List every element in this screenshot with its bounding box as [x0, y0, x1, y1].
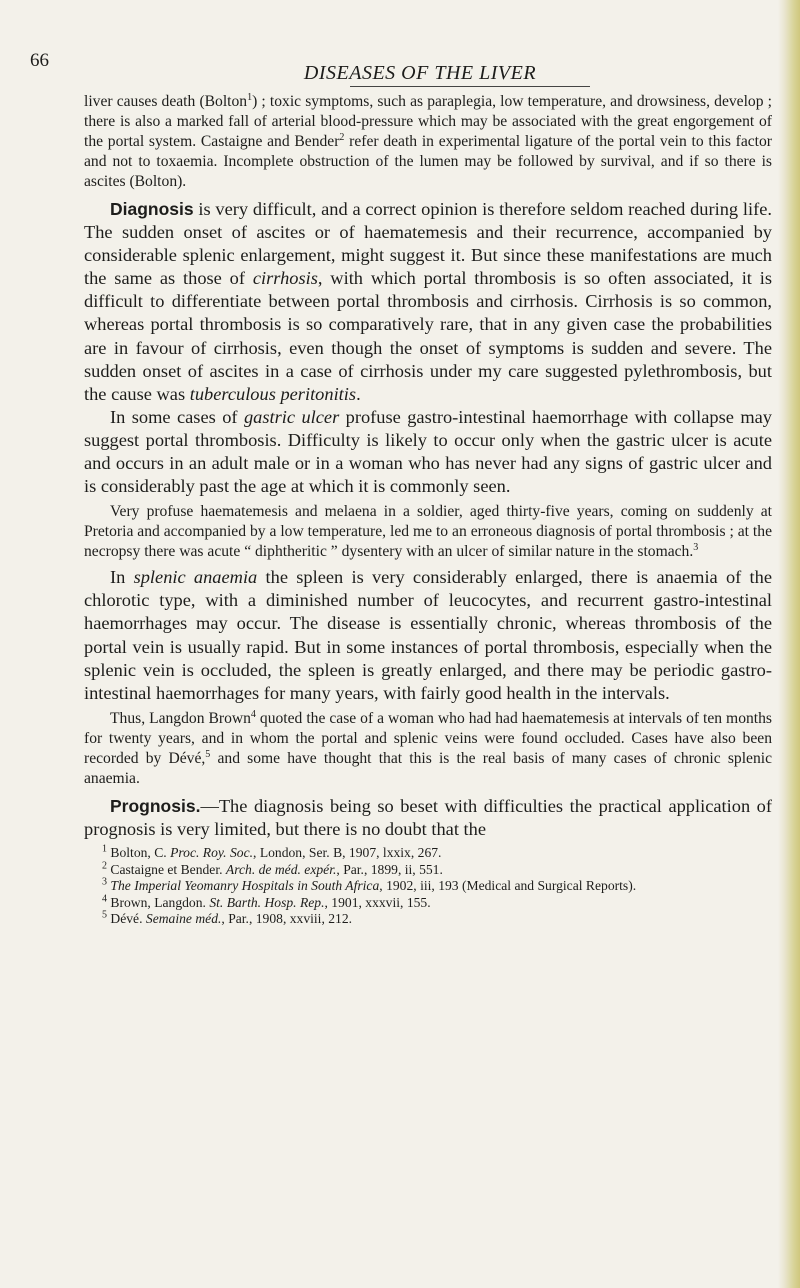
section-heading-diagnosis: Diagnosis: [110, 199, 194, 219]
paragraph-langdon-brown: [84, 709, 772, 789]
italic-term: splenic anaemia: [133, 567, 258, 588]
text: , Par., 1899, ii, 551.: [336, 861, 443, 877]
footnote-ref-2: 2: [339, 131, 345, 143]
paragraph-splenic-anaemia: [84, 566, 772, 705]
page-body: [84, 92, 772, 928]
footnote-3: [84, 878, 772, 895]
footnote-ref-3: 3: [693, 542, 699, 554]
footnote-number: 5: [102, 909, 107, 921]
footnote-4: [84, 895, 772, 912]
text: Brown, Langdon.: [107, 894, 210, 910]
footnote-ref-1: 1: [247, 91, 253, 103]
text: , London, Ser. B, 1907, lxxix, 267.: [253, 844, 442, 860]
text: refer death in experimental ligature of the portal vein to this factor and not to toxaemia. Incomplete obstruction of the lumen may be followed by survival, and if so there is ascites (Bolton).: [84, 133, 773, 190]
journal-title: Proc. Roy. Soc.: [170, 844, 254, 860]
text: , Par., 1908, xxviii, 212.: [221, 911, 353, 927]
text: Castaigne et Bender.: [107, 861, 226, 877]
text: Very profuse haematemesis and melaena in a soldier, aged thirty-five years, coming on suddenly at Pretoria and accompanied by a low temperature, led me to an erroneous diagnosis of portal thrombosis ; at the necropsy there was acute “ diphtheritic ” dysentery with an ulcer of similar nature in the stomach.: [84, 503, 772, 561]
footnote-ref-4: 4: [250, 708, 256, 720]
italic-term: tuberculous peritonitis: [189, 383, 357, 404]
text: , with which portal thrombosis is so often associated, it is difficult to differentiate between portal thrombosis and cirrhosis. Cirrhosis is so common, whereas portal thrombosis is so comparatively rare, that in any given case the probabilities are in favour of cirrhosis, even though the onset of symptoms is sudden and severe. The sudden onset of ascites in a case of cirrhosis under my care suggested pylethrombosis, but the cause was: [84, 268, 773, 404]
footnotes: [84, 845, 772, 928]
text: Thus, Langdon Brown: [110, 709, 251, 727]
text: is very difficult, and a correct opinion is therefore seldom reached during life. The sudden onset of ascites or of haematemesis and their recurrence, accompanied by considerable splenic enlargement, might suggest it. But since these manifestations are much the same as those of: [84, 199, 772, 289]
text: In: [110, 567, 134, 588]
footnote-1: [84, 845, 772, 862]
journal-title: The Imperial Yeomanry Hospitals in South Africa: [110, 878, 380, 894]
text: and some have thought that this is the real basis of many cases of chronic splenic anaemia.: [84, 749, 773, 787]
text: , 1902, iii, 193 (Medical and Surgical Reports).: [379, 878, 637, 894]
footnote-number: 2: [102, 860, 107, 872]
italic-term: gastric ulcer: [243, 406, 340, 427]
text: quoted the case of a woman who had had haematemesis at intervals of ten months for twenty years, and in whom the portal and splenic veins were found occluded. Cases have also been recorded by Dévé,: [84, 709, 772, 767]
text: profuse gastro-intestinal haemorrhage with collapse may suggest portal thrombosis. Difficulty is likely to occur only when the gastric ulcer is acute and occurs in an adult male or in a woman who has never had any signs of gastric ulcer and is considerably past the age at which it is commonly seen.: [84, 406, 772, 497]
page-edge-shadow: [778, 0, 800, 1288]
page-number: 66: [30, 50, 49, 71]
page-header: [20, 50, 780, 90]
paragraph-prognosis: [84, 795, 772, 841]
footnote-ref-5: 5: [205, 748, 211, 760]
paragraph-diagnosis: [84, 198, 772, 406]
footnote-number: 3: [102, 876, 107, 888]
footnote-number: 1: [102, 843, 107, 855]
journal-title: Semaine méd.: [145, 911, 222, 927]
text: liver causes death (Bolton: [84, 93, 248, 110]
footnote-2: [84, 862, 772, 879]
header-rule: [350, 86, 590, 87]
paragraph-case-pretoria: [84, 502, 772, 562]
text: —The diagnosis being so beset with difficulties the practical application of prognosis is very limited, but there is no doubt that the: [84, 795, 772, 839]
journal-title: Arch. de méd. expér.: [225, 861, 337, 877]
text: Dévé.: [107, 911, 146, 927]
paragraph-gastric-ulcer: [84, 406, 772, 498]
text: , 1901, xxxvii, 155.: [324, 894, 431, 910]
journal-title: St. Barth. Hosp. Rep.: [209, 894, 325, 910]
italic-term: cirrhosis: [252, 268, 318, 289]
text: the spleen is very considerably enlarged, there is anaemia of the chlorotic type, with a diminished number of leucocytes, and recurrent gastro-intestinal haemorrhages may occur. The disease is essentially chronic, whereas thrombosis of the portal vein is usually rapid. But in some instances of portal thrombosis, especially when the splenic vein is occluded, the spleen is greatly enlarged, and there may be periodic gastro-intestinal haemorrhages for many years, with fairly good health in the intervals.: [84, 567, 773, 703]
text: In some cases of: [110, 406, 244, 427]
footnote-number: 4: [102, 893, 107, 905]
running-title: DISEASES OF THE LIVER: [303, 62, 537, 84]
paragraph-toxic-symptoms: [84, 92, 772, 192]
section-heading-prognosis: Prognosis.: [110, 795, 201, 816]
footnote-5: [84, 911, 772, 928]
text: ) ; toxic symptoms, such as paraplegia, low temperature, and drowsiness, develop ; there is also a marked fall of arterial blood-pressure which may be associated with the great engorgement of the portal system. Castaigne and Bender: [84, 93, 772, 150]
text: Bolton, C.: [107, 844, 171, 860]
text: .: [356, 383, 361, 404]
